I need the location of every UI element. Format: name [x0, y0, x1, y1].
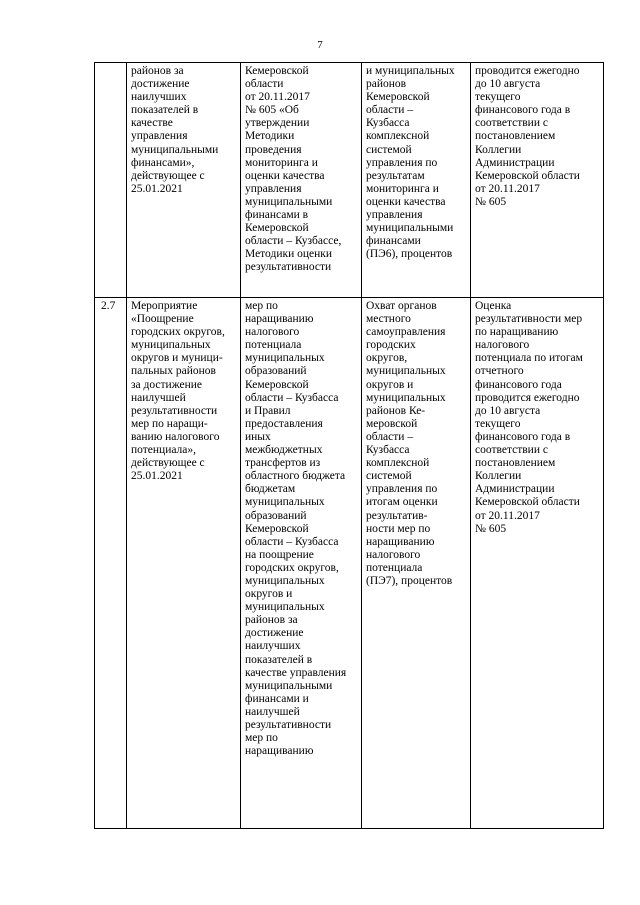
method-text: Оценка результативности мер по наращиванию налогового потенциала по итогам отчетного финансового года проводится ежегодно до 10 августа текущего финансового года в соответствии с постановлением Коллегии Администрации Кемеровской области от 20.11.2017 № 605 — [475, 300, 583, 535]
method-text: проводится ежегодно до 10 августа текущего финансового года в соответствии с постановлением Коллегии Администрации Кемеровской области от 20.11.2017 № 605 — [475, 65, 580, 208]
page-number: 7 — [317, 39, 323, 51]
indicator-text: и муниципальных районов Кемеровской области – Кузбасса комплексной системой управления по результатам мониторинга и оценки качества управления муниципальными финансами (ПЭ6), процентов — [366, 65, 455, 261]
indicator-cell — [362, 63, 471, 298]
method-cell — [471, 298, 604, 829]
measures-table — [94, 62, 604, 829]
basis-text: мер по наращиванию налогового потенциала муниципальных образований Кемеровской области – Кузбасса и Правил предоставления иных межбюджетных трансфертов из областного бюджета бюджетам муниципальных образований Кемеровской области – Кузбасса на поощрение городских округов, муниципальных округов и муниципальных районов за достижение наилучших показателей в качестве управления муниципальными финансами и наилучшей результативности мер по наращиванию — [245, 300, 347, 758]
row-number-cell — [95, 298, 127, 829]
row-number-cell — [95, 63, 127, 298]
event-text: районов за достижение наилучших показателей в качестве управления муниципальными финансами», действующее с 25.01.2021 — [131, 65, 219, 195]
event-cell — [127, 63, 241, 298]
event-text: Мероприятие «Поощрение городских округов, муниципальных округов и муници- пальных районов за достижение наилучшей результативности мер по наращи- ванию налогового потенциала», действующее с 25.01.2021 — [131, 300, 225, 483]
method-cell — [471, 63, 604, 298]
table-row — [95, 298, 604, 829]
indicator-text: Охват органов местного самоуправления городских округов, муниципальных округов и муниципальных районов Ке- меровской области – Кузбасса комплексной системой управления по итогам оценки результатив- ности мер по наращиванию налогового потенциала (ПЭ7), процентов — [366, 300, 453, 587]
event-cell — [127, 298, 241, 829]
basis-text: Кемеровской области от 20.11.2017 № 605 «Об утверждении Методики проведения мониторинга и оценки качества управления муниципальными финансами в Кемеровской области – Кузбассе, Методики оценки результативности — [245, 65, 342, 274]
basis-cell — [241, 298, 362, 829]
row-number: 2.7 — [101, 300, 116, 312]
table-row — [95, 63, 604, 298]
basis-cell — [241, 63, 362, 298]
indicator-cell — [362, 298, 471, 829]
